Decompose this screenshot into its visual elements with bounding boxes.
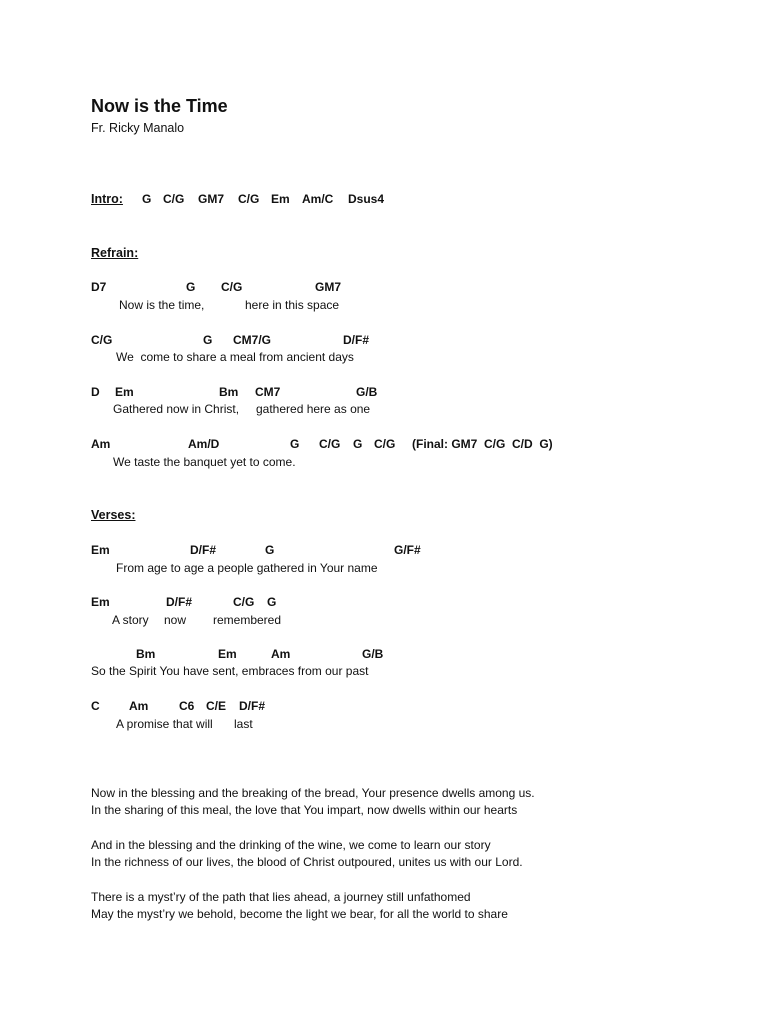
chord-symbol: G	[265, 543, 275, 557]
intro-chord: Em	[271, 192, 290, 206]
chord-symbol: CM7/G	[233, 333, 272, 347]
chord-symbol: G/F#	[394, 543, 421, 557]
intro-chord: C/G	[163, 192, 185, 206]
chord-symbol: Bm	[136, 647, 156, 661]
chord-symbol: Em	[91, 543, 110, 557]
lyric-line: We come to share a meal from ancient days	[116, 350, 354, 364]
chord-symbol: D	[91, 385, 100, 399]
chord-symbol: Em	[115, 385, 134, 399]
chord-symbol: Am/D	[188, 437, 220, 451]
verse-line: May the myst’ry we behold, become the light we bear, for all the world to share	[91, 907, 508, 921]
lyric-line: gathered here as one	[256, 402, 371, 416]
verse-line: There is a myst’ry of the path that lies ahead, a journey still unfathomed	[91, 890, 471, 904]
lyric-line: here in this space	[245, 298, 340, 312]
intro-chord: Am/C	[302, 192, 334, 206]
lyric-line: now	[164, 613, 187, 627]
verse-line: And in the blessing and the drinking of the wine, we come to learn our story	[91, 838, 491, 852]
lyric-line: From age to age a people gathered in Your name	[116, 561, 378, 575]
lyric-line: Now is the time,	[119, 298, 205, 312]
lyric-line: So the Spirit You have sent, embraces from our past	[91, 664, 369, 678]
chord-symbol: GM7	[315, 280, 342, 294]
chord-symbol: C/G	[91, 333, 113, 347]
song-author: Fr. Ricky Manalo	[91, 121, 185, 135]
chord-symbol: CM7	[255, 385, 281, 399]
chord-symbol: G	[267, 595, 277, 609]
chord-symbol: C/G	[233, 595, 255, 609]
chord-symbol: D/F#	[343, 333, 370, 347]
chord-symbol: Am	[91, 437, 111, 451]
chord-symbol: Em	[91, 595, 110, 609]
chord-symbol: G	[186, 280, 196, 294]
verse-line: Now in the blessing and the breaking of the bread, Your presence dwells among us.	[91, 786, 535, 800]
lyric-line: A story	[112, 613, 149, 627]
chord-symbol: Am	[271, 647, 291, 661]
refrain-heading: Refrain:	[91, 246, 139, 260]
verses-heading: Verses:	[91, 508, 136, 522]
chord-symbol: C/G	[221, 280, 243, 294]
lyric-line: We taste the banquet yet to come.	[113, 455, 296, 469]
chord-symbol: C/G	[319, 437, 341, 451]
chord-symbol: G	[203, 333, 213, 347]
chord-symbol: Am	[129, 699, 149, 713]
chord-symbol: D/F#	[190, 543, 217, 557]
final-ending-chords: (Final: GM7 C/G C/D G)	[412, 437, 553, 451]
chord-symbol: G	[290, 437, 300, 451]
verse-line: In the sharing of this meal, the love that You impart, now dwells within our hearts	[91, 803, 518, 817]
intro-chord: C/G	[238, 192, 260, 206]
lyric-line: remembered	[213, 613, 282, 627]
chord-symbol: G	[353, 437, 363, 451]
song-title: Now is the Time	[91, 96, 228, 116]
intro-chord: GM7	[198, 192, 225, 206]
lyric-line: last	[234, 717, 253, 731]
intro-heading: Intro:	[91, 192, 123, 206]
chord-symbol: C	[91, 699, 100, 713]
lyric-line: Gathered now in Christ,	[113, 402, 240, 416]
intro-chord: G	[142, 192, 152, 206]
chord-symbol: C/G	[374, 437, 396, 451]
chord-symbol: G/B	[356, 385, 378, 399]
chord-symbol: D/F#	[239, 699, 266, 713]
verse-line: In the richness of our lives, the blood of Christ outpoured, unites us with our Lord.	[91, 855, 523, 869]
chord-symbol: C/E	[206, 699, 227, 713]
lyric-line: A promise that will	[116, 717, 213, 731]
chord-symbol: Bm	[219, 385, 239, 399]
chord-symbol: Em	[218, 647, 237, 661]
chord-symbol: C6	[179, 699, 195, 713]
intro-chord: Dsus4	[348, 192, 385, 206]
chord-symbol: G/B	[362, 647, 384, 661]
chord-symbol: D7	[91, 280, 107, 294]
chord-symbol: D/F#	[166, 595, 193, 609]
